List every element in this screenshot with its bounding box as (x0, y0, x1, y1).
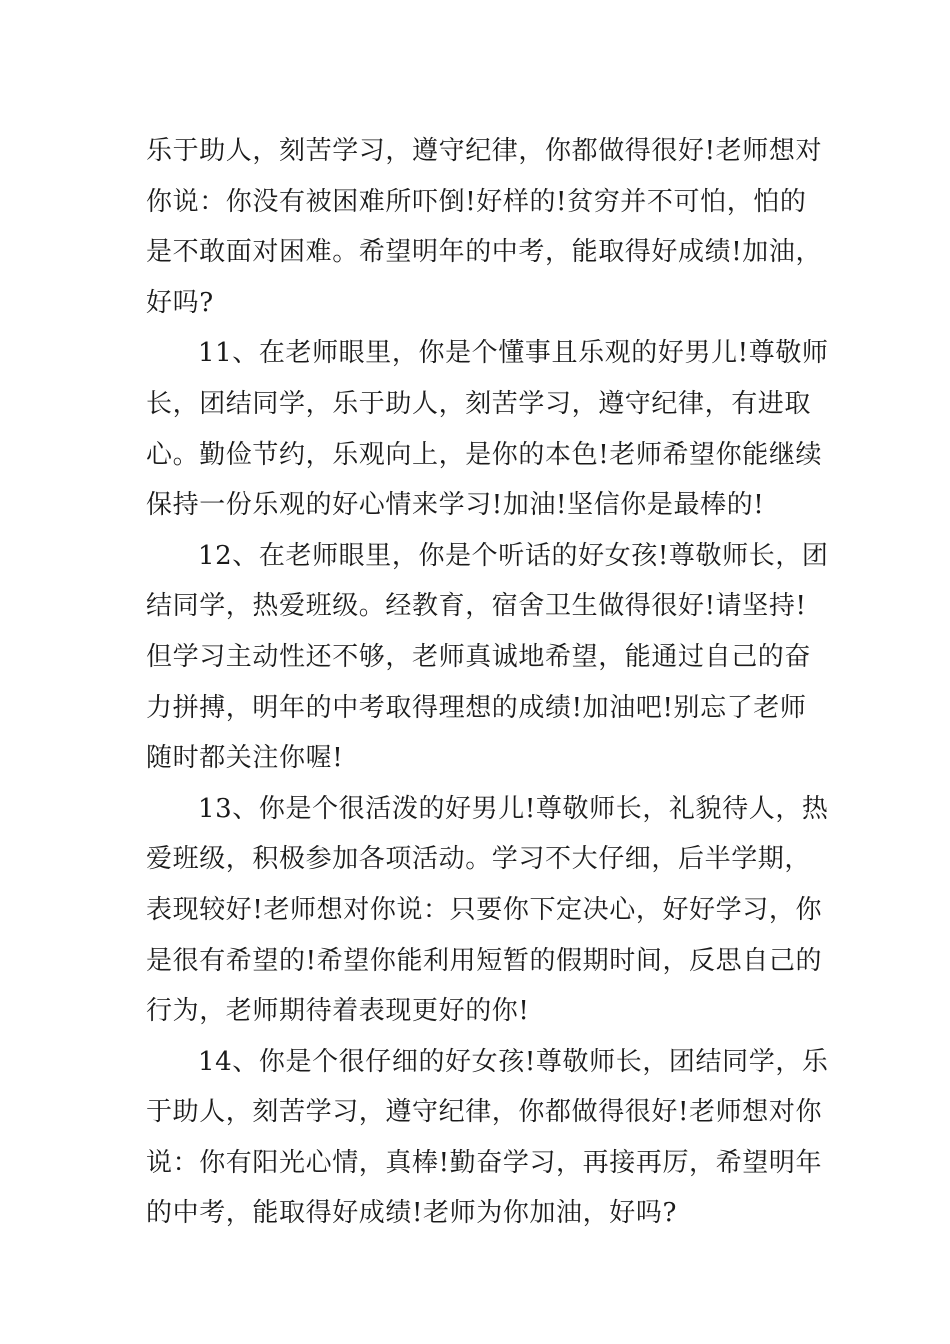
text-line: 长，团结同学，乐于助人，刻苦学习，遵守纪律，有进取 (146, 388, 812, 419)
text-line: 保持一份乐观的好心情来学习!加油!坚信你是最棒的! (146, 490, 765, 521)
text-line: 于助人，刻苦学习，遵守纪律，你都做得很好!老师想对你 (146, 1097, 823, 1128)
paragraph-first-line: 14、你是个很仔细的好女孩!尊敬师长，团结同学，乐 (198, 1046, 829, 1077)
text-line: 力拼搏，明年的中考取得理想的成绩!加油吧!别忘了老师 (146, 692, 807, 723)
text-line: 行为，老师期待着表现更好的你! (146, 996, 530, 1027)
text-line: 随时都关注你喔! (146, 743, 344, 774)
document-body (146, 126, 829, 1239)
text-line: 表现较好!老师想对你说：只要你下定决心，好好学习，你 (146, 894, 823, 925)
text-line: 是不敢面对困难。希望明年的中考，能取得好成绩!加油， (146, 237, 823, 268)
text-line: 是很有希望的!希望你能利用短暂的假期时间，反思自己的 (146, 945, 823, 976)
text-line: 你说：你没有被困难所吓倒!好样的!贫穷并不可怕，怕的 (146, 186, 807, 217)
text-line: 爱班级，积极参加各项活动。学习不大仔细，后半学期， (146, 844, 812, 875)
paragraph-first-line: 13、你是个很活泼的好男儿!尊敬师长，礼貌待人，热 (198, 793, 829, 824)
text-line: 说：你有阳光心情，真棒!勤奋学习，再接再厉，希望明年 (146, 1147, 823, 1178)
paragraph-first-line: 11、在老师眼里，你是个懂事且乐观的好男儿!尊敬师 (198, 338, 829, 369)
text-line: 乐于助人，刻苦学习，遵守纪律，你都做得很好!老师想对 (146, 136, 823, 166)
text-line: 的中考，能取得好成绩!老师为你加油，好吗? (146, 1198, 677, 1229)
text-line: 好吗? (146, 287, 214, 318)
text-line: 心。勤俭节约，乐观向上，是你的本色!老师希望你能继续 (146, 439, 823, 470)
text-line: 结同学，热爱班级。经教育，宿舍卫生做得很好!请坚持! (146, 591, 807, 622)
text-line: 但学习主动性还不够，老师真诚地希望，能通过自己的奋 (146, 641, 812, 672)
paragraph-first-line: 12、在老师眼里，你是个听话的好女孩!尊敬师长，团 (198, 540, 829, 571)
